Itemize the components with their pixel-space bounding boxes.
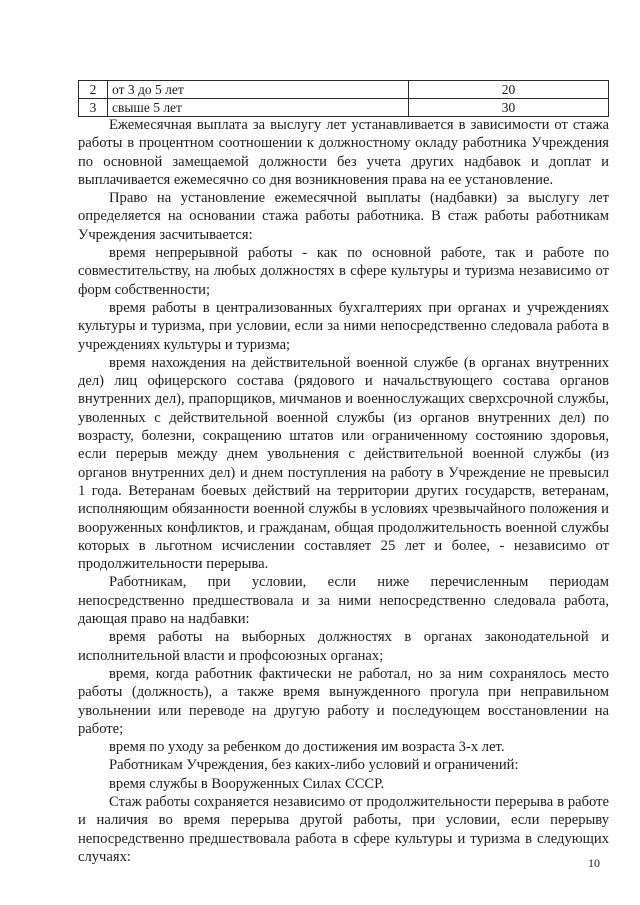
paragraph: Работникам Учреждения, без каких-либо условий и ограничений: xyxy=(109,757,519,774)
paragraph: время нахождения на действительной военной службе (в органах внутренних дел) лиц офицерского состава (рядового и начальствующего состава органов внутренних дел), прапорщиков, мичманов и военнослужащих сверхсрочной службы, уволенных с действительной военной службы (из органов внутренних дел) по возрасту, болезни, сокращению штатов или ограниченному состоянию здоровья, если перерыв между днем увольнения с действительной военной службы (из органов внутренних дел) и днем поступления на работу в Учреждение не превысил 1 года. Ветеранам боевых действий на территории других государств, ветеранам, исполняющим обязанности военной службы в условиях чрезвычайного положения и вооруженных конфликтов, и гражданам, общая продолжительность военной службы которых в льготном исчислении составляет 25 лет и более, - независимо от продолжительности перерыва. xyxy=(78,354,609,573)
page-number: 10 xyxy=(588,856,600,870)
row-number: 3 xyxy=(79,99,108,117)
paragraph: Стаж работы сохраняется независимо от продолжительности перерыва в работе и наличия во время перерыва другой работы, при условии, если перерыву непосредственно предшествовала работа в сфере культуры и туризма в следующих случаях: xyxy=(78,793,609,865)
paragraph: время работы в централизованных бухгалтериях при органах и учреждениях культуры и туризма, при условии, если за ними непосредственно следовала работа в учреждениях культуры и туризма; xyxy=(78,299,609,353)
document-body xyxy=(78,116,609,866)
seniority-period: свыше 5 лет xyxy=(108,99,409,117)
paragraph: Право на установление ежемесячной выплаты (надбавки) за выслугу лет определяется на основании стажа работы работника. В стаж работы работникам Учреждения засчитывается: xyxy=(78,190,609,243)
paragraph: время, когда работник фактически не работал, но за ним сохранялось место работы (должность), а также время вынужденного прогула при неправильном увольнении или переводе на другую работу и последующем восстановлении на работе; xyxy=(78,665,609,737)
paragraph: время работы на выборных должностях в органах законодательной и исполнительной власти и профсоюзных органах; xyxy=(78,629,609,664)
bonus-percent: 30 xyxy=(409,99,609,117)
paragraph: время по уходу за ребенком до достижения им возраста 3-х лет. xyxy=(109,739,505,756)
row-number: 2 xyxy=(79,81,108,99)
bonus-percent: 20 xyxy=(409,81,609,99)
paragraph: Работникам, при условии, если ниже перечисленным периодам непосредственно предшествовала и за ними непосредственно следовала работа, дающая право на надбавки: xyxy=(78,574,609,628)
table-row xyxy=(79,81,609,99)
paragraph: время непрерывной работы - как по основной работе, так и работе по совместительству, на любых должностях в сфере культуры и туризма независимо от форм собственности; xyxy=(78,245,609,298)
seniority-table xyxy=(78,80,609,117)
paragraph: время службы в Вооруженных Силах СССР. xyxy=(109,775,385,792)
table-row xyxy=(79,99,609,117)
seniority-period: от 3 до 5 лет xyxy=(108,81,409,99)
paragraph: Ежемесячная выплата за выслугу лет устанавливается в зависимости от стажа работы в процентном соотношении к должностному окладу работника Учреждения по основной замещаемой должности без учета других надбавок и доплат и выплачивается ежемесячно со дня возникновения права на ее установление. xyxy=(78,117,609,188)
